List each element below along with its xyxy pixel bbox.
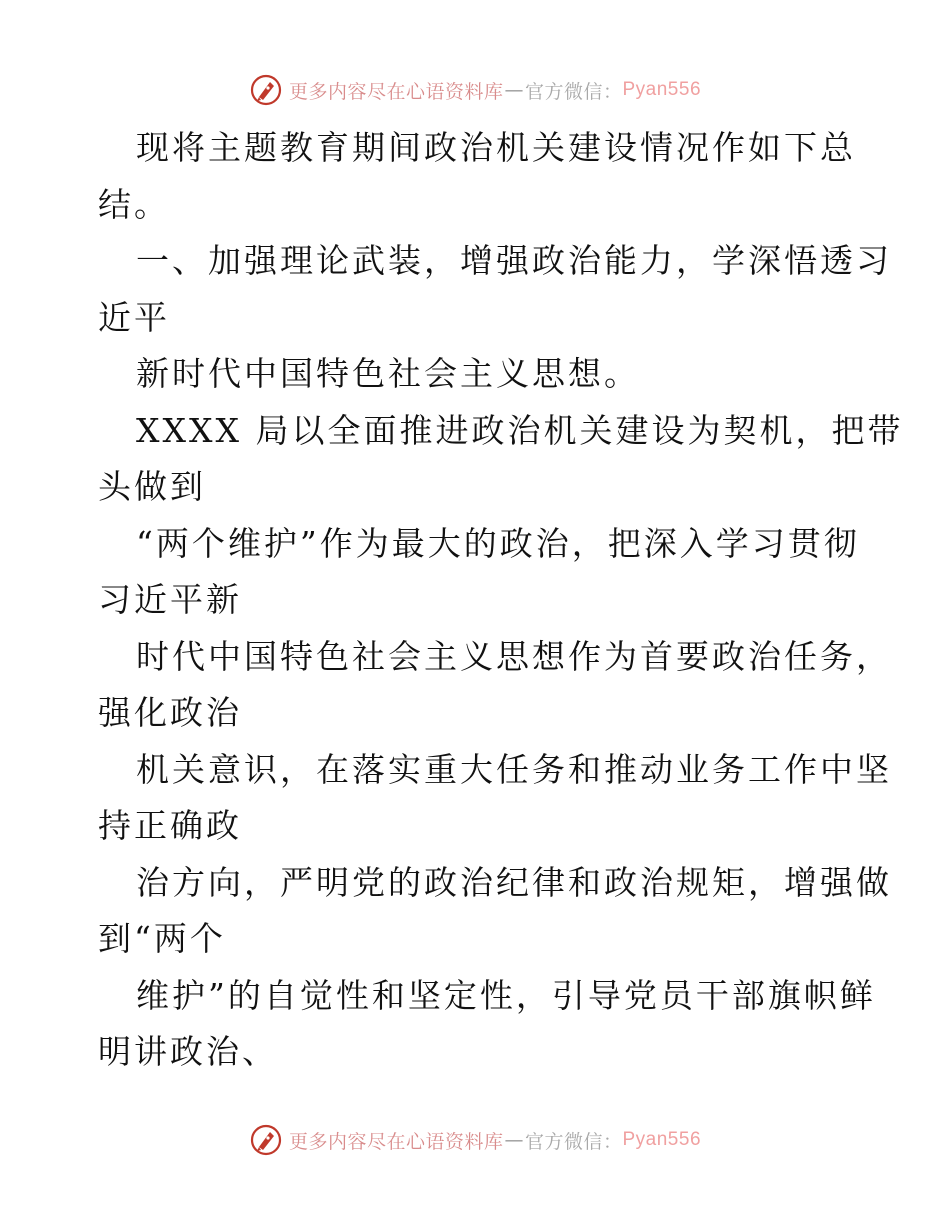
text-line: 强化政治 [98,693,242,732]
text-line: 习近平新 [98,580,242,619]
text-line: 持正确政 [98,806,242,845]
text-line: 头做到 [98,467,206,506]
watermark-site-text: 更多内容尽在心语资料库 [288,1130,504,1153]
pen-nib-logo-icon [249,73,283,107]
document-body [98,120,904,1081]
text-line: 明讲政治、 [98,1032,278,1071]
text-line: 现将主题教育期间政治机关建设情况作如下总 [136,128,856,167]
watermark-dash: — [504,79,524,101]
watermark-official-label: 官方微信： [524,1130,623,1153]
text-line: 到“两个 [98,919,226,958]
text-line: 一、加强理论武装，增强政治能力，学深悟透习 [136,241,892,280]
text-line: 近平 [98,297,170,337]
text-line: 新时代中国特色社会主义思想。 [136,354,640,393]
text-line: 时代中国特色社会主义思想作为首要政治任务， [136,636,892,676]
text-line: 结。 [98,184,170,224]
text-line: “两个维护”作为最大的政治，把深入学习贯彻 [136,523,860,563]
text-line: XXXX 局以全面推进政治机关建设为契机，把带 [136,410,904,450]
header-watermark-banner [0,72,950,108]
pen-nib-logo-icon [249,1123,283,1157]
text-line: 治方向，严明党的政治纪律和政治规矩，增强做 [136,862,892,902]
watermark-wechat-id: Pyan556 [622,1129,702,1150]
watermark-dash: — [504,1129,524,1151]
watermark-site-text: 更多内容尽在心语资料库 [288,80,504,103]
watermark-wechat-id: Pyan556 [622,79,702,100]
footer-watermark-banner [0,1122,950,1158]
watermark-official-label: 官方微信： [524,80,623,103]
text-line: 机关意识，在落实重大任务和推动业务工作中坚 [136,749,892,789]
text-line: 维护”的自觉性和坚定性，引导党员干部旗帜鲜 [136,975,876,1015]
